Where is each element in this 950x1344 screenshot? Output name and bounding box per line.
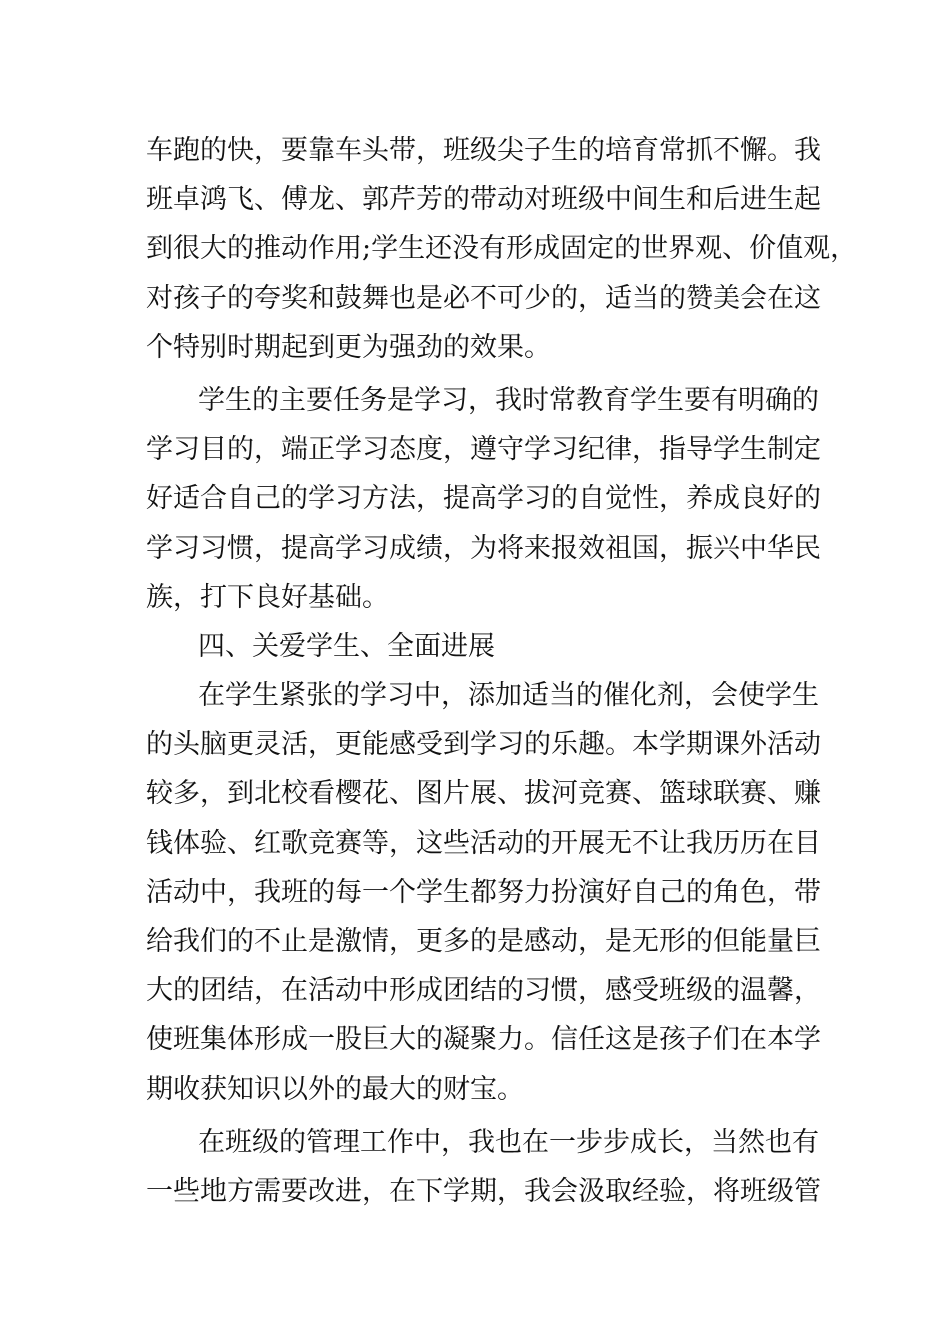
text-line: 好适合自己的学习方法，提高学习的自觉性，养成良好的 xyxy=(146,483,821,515)
text-line: 给我们的不止是激情，更多的是感动，是无形的但能量巨 xyxy=(146,926,821,957)
text-line: 较多，到北校看樱花、图片展、拔河竞赛、篮球联赛、赚 xyxy=(146,778,821,810)
text-line: 的头脑更灵活，更能感受到学习的乐趣。本学期课外活动 xyxy=(146,729,821,761)
text-line: 钱体验、红歌竞赛等，这些活动的开展无不让我历历在目 xyxy=(146,827,821,859)
section-heading: 四、关爱学生、全面进展 xyxy=(198,630,495,662)
text-line: 期收获知识以外的最大的财宝。 xyxy=(146,1073,524,1105)
document-body xyxy=(146,126,858,1216)
text-line: 族，打下良好基础。 xyxy=(146,581,389,613)
paragraph-start-line: 在学生紧张的学习中，添加适当的催化剂，会使学生 xyxy=(198,680,819,712)
text-line: 到很大的推动作用;学生还没有形成固定的世界观、价值观， xyxy=(146,233,858,265)
text-line: 车跑的快，要靠车头带，班级尖子生的培育常抓不懈。我 xyxy=(146,135,821,166)
text-line: 个特别时期起到更为强劲的效果。 xyxy=(146,331,551,363)
text-line: 学习习惯，提高学习成绩，为将来报效祖国，振兴中华民 xyxy=(146,532,821,564)
text-line: 一些地方需要改进，在下学期，我会汲取经验，将班级管 xyxy=(146,1175,821,1207)
text-line: 大的团结，在活动中形成团结的习惯，感受班级的温馨， xyxy=(146,975,821,1007)
paragraph-start-line: 学生的主要任务是学习，我时常教育学生要有明确的 xyxy=(198,384,819,416)
paragraph-start-line: 在班级的管理工作中，我也在一步步成长，当然也有 xyxy=(198,1126,819,1158)
text-line: 对孩子的夸奖和鼓舞也是必不可少的，适当的赞美会在这 xyxy=(146,282,821,314)
text-line: 班卓鸿飞、傅龙、郭芹芳的带动对班级中间生和后进生起 xyxy=(146,184,821,216)
text-line: 活动中，我班的每一个学生都努力扮演好自己的角色，带 xyxy=(146,876,821,908)
text-line: 学习目的，端正学习态度，遵守学习纪律，指导学生制定 xyxy=(146,434,821,466)
text-line: 使班集体形成一股巨大的凝聚力。信任这是孩子们在本学 xyxy=(146,1024,821,1056)
